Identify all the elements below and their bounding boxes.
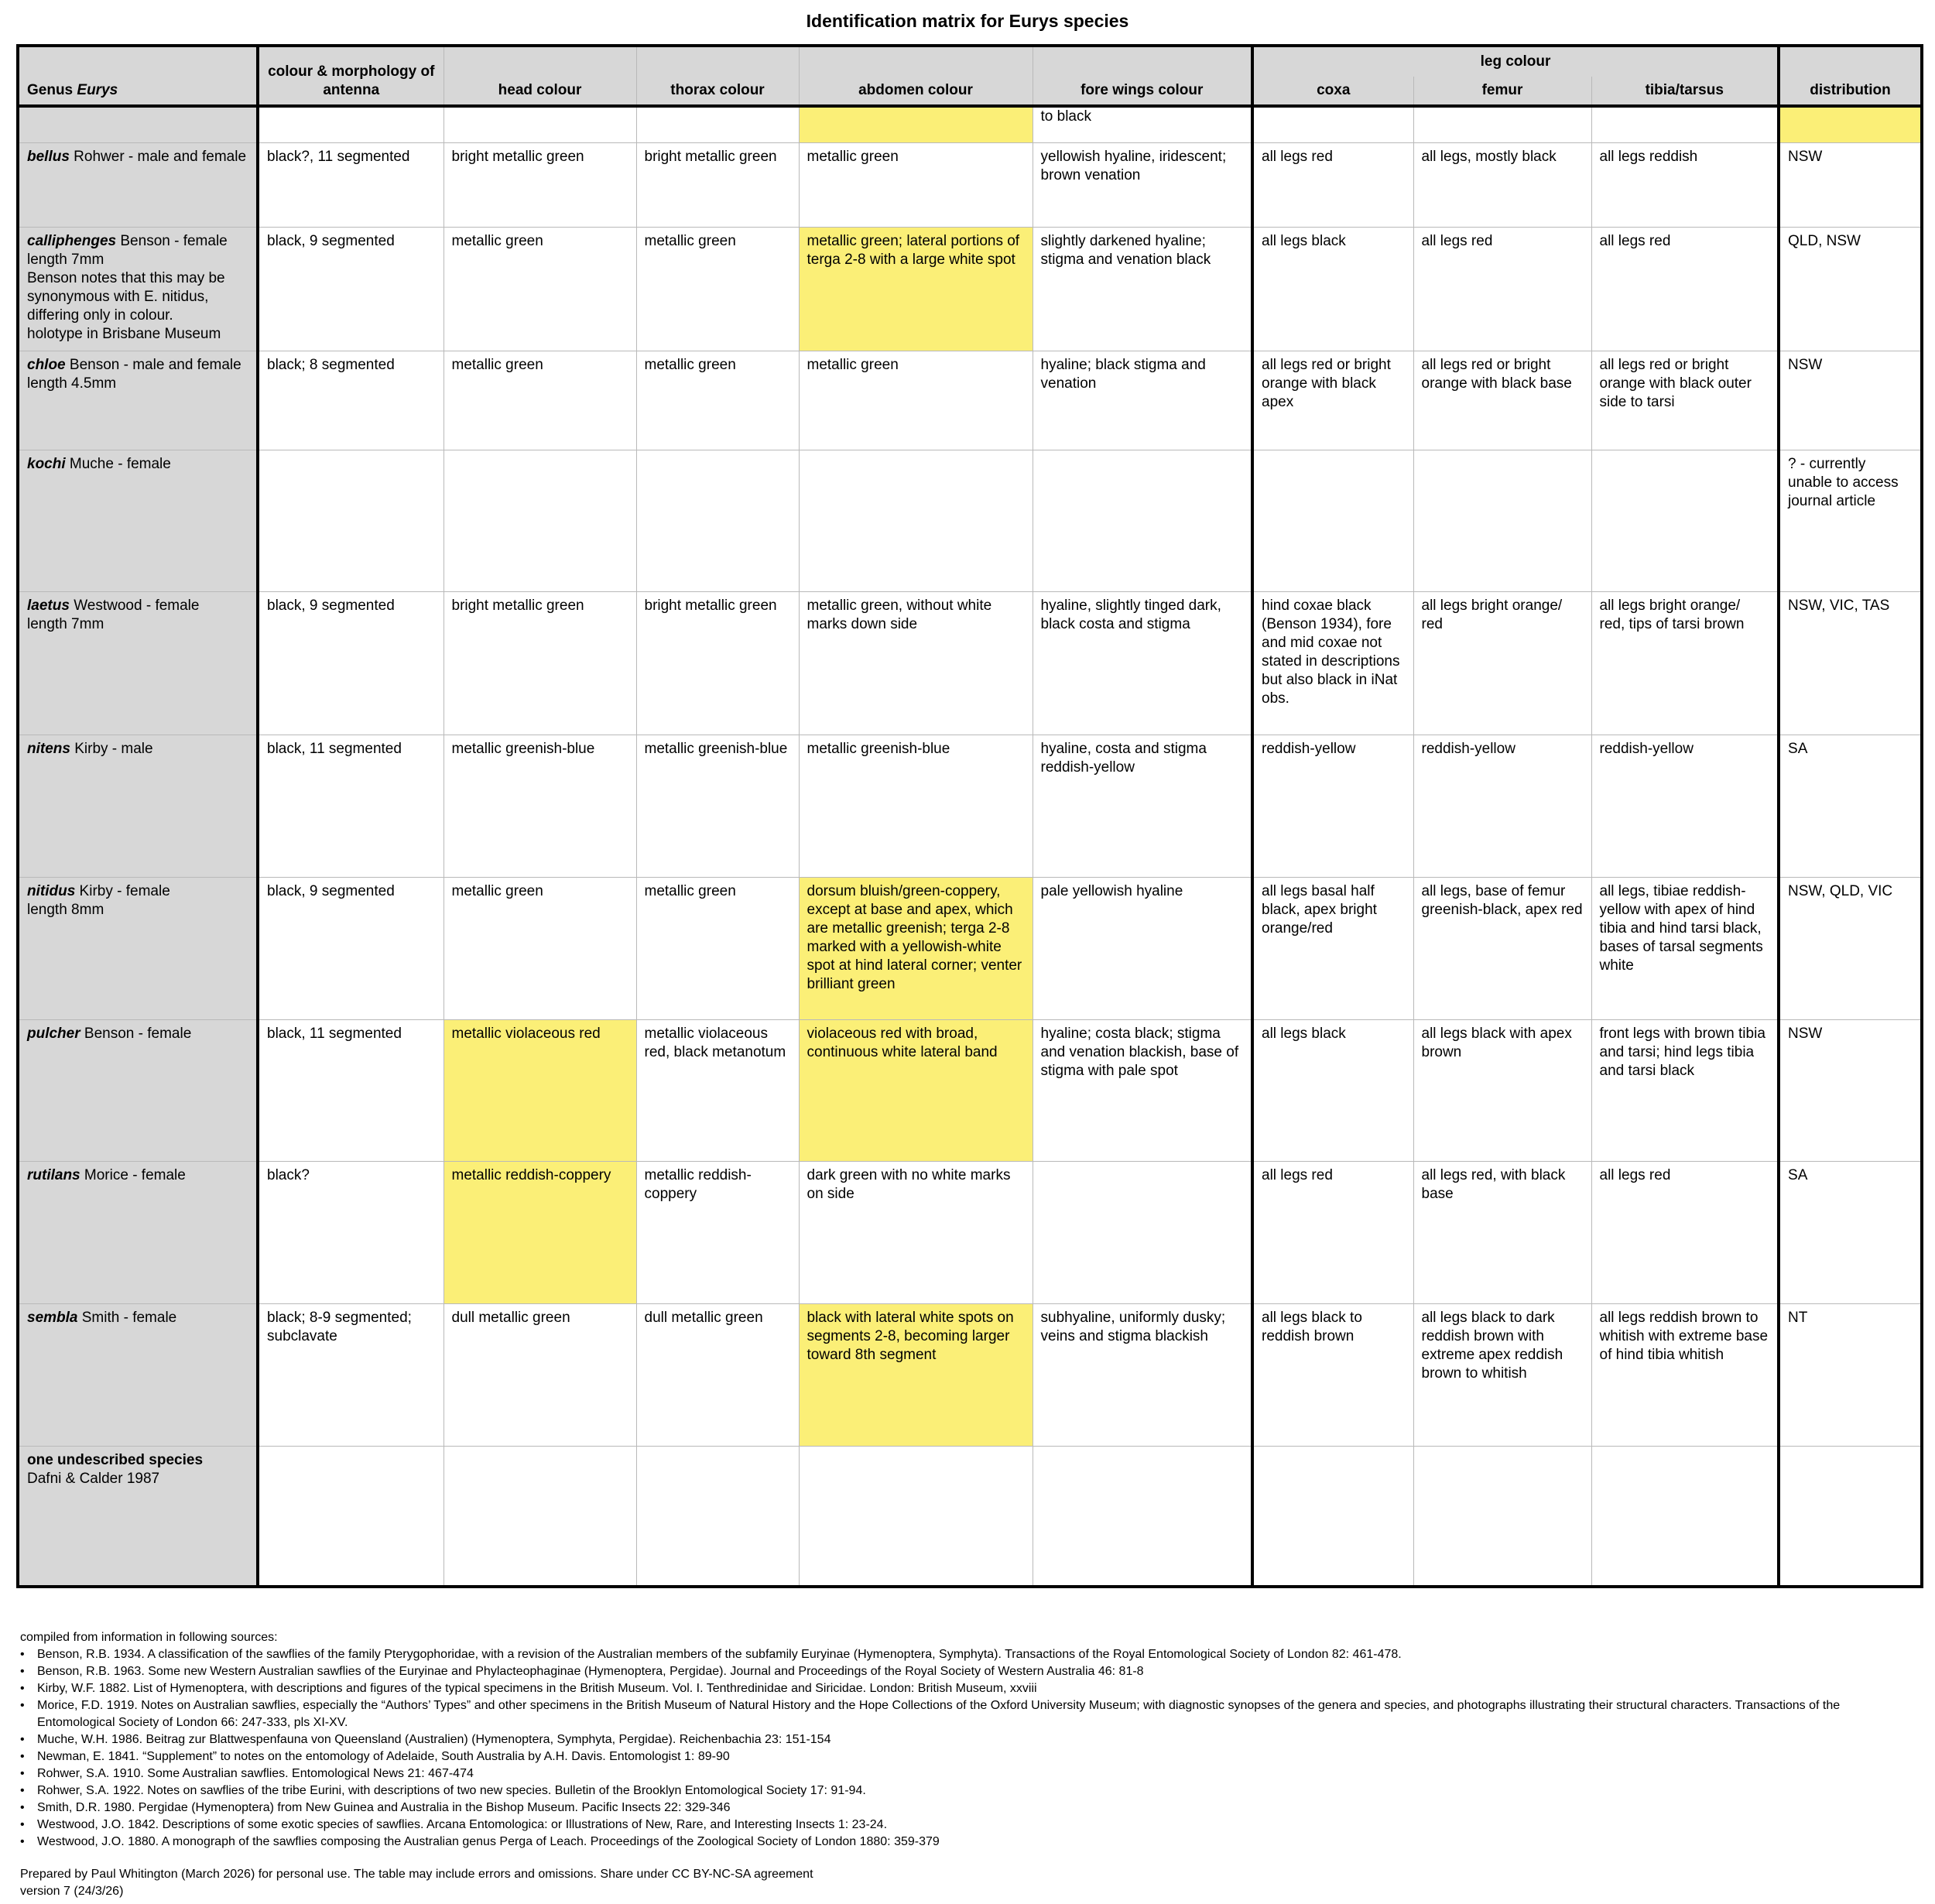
species-row <box>18 592 1922 735</box>
genus-header <box>18 46 258 106</box>
coxa-cell: all legs red <box>1252 1161 1413 1303</box>
species-row <box>18 1161 1922 1303</box>
distribution-cell: SA <box>1779 1161 1922 1303</box>
abdomen-cell: metallic green <box>799 351 1033 450</box>
femur-cell: all legs red, with black base <box>1413 1161 1591 1303</box>
antenna-cell: black, 9 segmented <box>258 592 444 735</box>
fore-wings-cell: pale yellowish hyaline <box>1033 878 1252 1019</box>
species-cell <box>18 142 258 227</box>
sources-notes <box>20 1629 1909 1900</box>
species-row <box>18 142 1922 227</box>
species-author: Benson - female <box>80 1025 192 1042</box>
version: version 7 (24/3/26) <box>20 1885 124 1898</box>
coxa-cell: all legs black to reddish brown <box>1252 1304 1413 1446</box>
coxa-cell: hind coxae black (Benson 1934), fore and mid coxae not stated in descriptions but also black in iNat obs. <box>1252 592 1413 735</box>
fore-wings-cell: subhyaline, uniformly dusky; veins and stigma blackish <box>1033 1304 1252 1446</box>
femur-cell: all legs red <box>1413 227 1591 351</box>
species-author: Kirby - female length 8mm <box>27 883 170 919</box>
coxa-header: coxa <box>1252 77 1413 106</box>
species-cell <box>18 592 258 735</box>
thorax-cell: metallic greenish-blue <box>636 735 799 877</box>
femur-cell: reddish-yellow <box>1413 735 1591 877</box>
source-item: • Benson, R.B. 1963. Some new Western Australian sawflies of the Euryinae and Phylacteophaginae (Hymenoptera, Pergidae). Journal and Proceedings of the Royal Society of Western Australia 46: 81-8 <box>20 1663 1909 1680</box>
femur-cell: all legs black to dark reddish brown with extreme apex reddish brown to whitish <box>1413 1304 1591 1446</box>
antenna-cell: black, 9 segmented <box>258 227 444 351</box>
fore-wings-cell: hyaline; costa black; stigma and venation blackish, base of stigma with pale spot <box>1033 1019 1252 1161</box>
tibia-cell: front legs with brown tibia and tarsi; hind legs tibia and tarsi black <box>1591 1019 1779 1161</box>
coxa-cell: all legs black <box>1252 1019 1413 1161</box>
fore-wings-cell: slightly darkened hyaline; stigma and venation black <box>1033 227 1252 351</box>
antenna-cell <box>258 1446 444 1587</box>
species-row <box>18 227 1922 351</box>
antenna-cell: black; 8-9 segmented; subclavate <box>258 1304 444 1446</box>
femur-cell: all legs, base of femur greenish-black, apex red <box>1413 878 1591 1019</box>
species-name: bellus <box>27 148 70 165</box>
sources-heading: compiled from information in following sources: <box>20 1631 278 1644</box>
undescribed-name: one undescribed species <box>27 1451 204 1468</box>
species-name: pulcher <box>27 1025 80 1042</box>
distribution-cell: NSW <box>1779 351 1922 450</box>
head-cell <box>444 450 636 591</box>
tibia-cell: all legs red <box>1591 1161 1779 1303</box>
head-cell: metallic greenish-blue <box>444 735 636 877</box>
thorax-cell: dull metallic green <box>636 1304 799 1446</box>
source-item: • Kirby, W.F. 1882. List of Hymenoptera, with descriptions and figures of the typical specimens in the British Museum. Vol. I. Tenthredinidae and Siricidae. London: British Museum, xxviii <box>20 1680 1909 1697</box>
prepared-by: Prepared by Paul Whitington (March 2026) for personal use. The table may include errors and omissions. Share under CC BY-NC-SA agreement <box>20 1868 813 1881</box>
tibia-cell: reddish-yellow <box>1591 735 1779 877</box>
source-item: • Rohwer, S.A. 1910. Some Australian sawflies. Entomological News 21: 467-474 <box>20 1765 1909 1782</box>
page-title: Identification matrix for Eurys species <box>806 11 1129 31</box>
tibia-cell: all legs reddish <box>1591 142 1779 227</box>
species-row <box>18 878 1922 1019</box>
species-row <box>18 351 1922 450</box>
genus-name: Eurys <box>77 82 118 98</box>
fore-wings-cell <box>1033 450 1252 591</box>
femur-cell: all legs black with apex brown <box>1413 1019 1591 1161</box>
abdomen-header: abdomen colour <box>799 46 1033 106</box>
head-cell: metallic green <box>444 878 636 1019</box>
species-author: Morice - female <box>80 1166 186 1183</box>
thorax-header: thorax colour <box>636 46 799 106</box>
source-item: • Rohwer, S.A. 1922. Notes on sawflies of the tribe Eurini, with descriptions of two new species. Bulletin of the Brooklyn Entomological Society 17: 91-94. <box>20 1782 1909 1800</box>
distribution-cell: ? - currently unable to access journal article <box>1779 450 1922 591</box>
antenna-cell: black; 8 segmented <box>258 351 444 450</box>
antenna-cell <box>258 450 444 591</box>
species-author: Smith - female <box>77 1310 177 1327</box>
head-cell: metallic reddish-coppery <box>444 1161 636 1303</box>
coxa-cell <box>1252 1446 1413 1587</box>
fore-wings-header: fore wings colour <box>1033 46 1252 106</box>
tibia-header: tibia/tarsus <box>1591 77 1779 106</box>
species-cell <box>18 1304 258 1446</box>
head-cell: metallic green <box>444 351 636 450</box>
tibia-cell <box>1591 450 1779 591</box>
identification-matrix <box>16 44 1923 1588</box>
head-cell: metallic violaceous red <box>444 1019 636 1161</box>
tibia-cell: all legs, tibiae reddish-yellow with apex of hind tibia and hind tarsi black, bases of tarsal segments white <box>1591 878 1779 1019</box>
antenna-cell: black, 11 segmented <box>258 735 444 877</box>
species-cell <box>18 227 258 351</box>
femur-cell <box>1413 1446 1591 1587</box>
species-cell <box>18 450 258 591</box>
species-name: sembla <box>27 1310 78 1327</box>
head-cell: bright metallic green <box>444 592 636 735</box>
abdomen-cell: violaceous red with broad, continuous white lateral band <box>799 1019 1033 1161</box>
species-cell <box>18 351 258 450</box>
coxa-cell: all legs basal half black, apex bright orange/red <box>1252 878 1413 1019</box>
tibia-cell: all legs reddish brown to whitish with extreme base of hind tibia whitish <box>1591 1304 1779 1446</box>
source-item: • Benson, R.B. 1934. A classification of the sawflies of the family Pterygophoridae, with a revision of the Australian members of the subfamily Euryinae (Hymenoptera, Symphyta). Transactions of the Royal Entomological Society of London 82: 461-478. <box>20 1646 1909 1663</box>
sources-list <box>20 1646 1909 1851</box>
thorax-cell: bright metallic green <box>636 142 799 227</box>
distribution-cell <box>1779 1446 1922 1587</box>
thorax-cell: metallic green <box>636 227 799 351</box>
species-cell <box>18 1446 258 1587</box>
species-author: Benson - male and female length 4.5mm <box>27 357 241 392</box>
coxa-cell: all legs black <box>1252 227 1413 351</box>
fore-wings-cell: to black <box>1033 106 1252 142</box>
distribution-cell: NSW, VIC, TAS <box>1779 592 1922 735</box>
thorax-cell: metallic reddish-coppery <box>636 1161 799 1303</box>
head-cell: dull metallic green <box>444 1304 636 1446</box>
distribution-header: distribution <box>1779 46 1922 106</box>
head-cell <box>444 1446 636 1587</box>
species-row <box>18 1019 1922 1161</box>
antenna-cell: black, 9 segmented <box>258 878 444 1019</box>
leg-colour-header: leg colour <box>1252 46 1779 77</box>
species-cell <box>18 878 258 1019</box>
species-author: Kirby - male <box>70 740 153 757</box>
distribution-cell: NSW <box>1779 142 1922 227</box>
species-name: calliphenges <box>27 232 117 249</box>
femur-header: femur <box>1413 77 1591 106</box>
thorax-cell <box>636 1446 799 1587</box>
abdomen-cell: dark green with no white marks on side <box>799 1161 1033 1303</box>
matrix-body <box>18 106 1922 1587</box>
thorax-cell: metallic violaceous red, black metanotum <box>636 1019 799 1161</box>
species-name: kochi <box>27 455 66 472</box>
head-cell: bright metallic green <box>444 142 636 227</box>
coxa-cell: all legs red or bright orange with black apex <box>1252 351 1413 450</box>
partial-row <box>18 106 1922 142</box>
femur-cell <box>1413 450 1591 591</box>
tibia-cell <box>1591 1446 1779 1587</box>
antenna-cell: black?, 11 segmented <box>258 142 444 227</box>
species-name: rutilans <box>27 1166 80 1183</box>
abdomen-cell: black with lateral white spots on segments 2-8, becoming larger toward 8th segment <box>799 1304 1033 1446</box>
abdomen-cell: metallic greenish-blue <box>799 735 1033 877</box>
coxa-cell <box>1252 450 1413 591</box>
abdomen-cell: dorsum bluish/green-coppery, except at base and apex, which are metallic greenish; terga 2-8 marked with a yellowish-white spot at hind lateral corner; venter brilliant green <box>799 878 1033 1019</box>
species-name: nitidus <box>27 883 76 900</box>
abdomen-cell: metallic green <box>799 142 1033 227</box>
femur-cell: all legs bright orange/ red <box>1413 592 1591 735</box>
tibia-cell: all legs bright orange/ red, tips of tarsi brown <box>1591 592 1779 735</box>
abdomen-cell <box>799 1446 1033 1587</box>
femur-cell: all legs red or bright orange with black base <box>1413 351 1591 450</box>
species-cell <box>18 735 258 877</box>
head-header: head colour <box>444 46 636 106</box>
source-item: • Smith, D.R. 1980. Pergidae (Hymenoptera) from New Guinea and Australia in the Bishop Museum. Pacific Insects 22: 329-346 <box>20 1800 1909 1817</box>
fore-wings-cell: hyaline, costa and stigma reddish-yellow <box>1033 735 1252 877</box>
species-author: Muche - female <box>65 455 171 472</box>
abdomen-cell: metallic green, without white marks down side <box>799 592 1033 735</box>
distribution-cell: NT <box>1779 1304 1922 1446</box>
distribution-cell: NSW <box>1779 1019 1922 1161</box>
fore-wings-cell <box>1033 1446 1252 1587</box>
species-cell <box>18 106 258 142</box>
species-row <box>18 450 1922 591</box>
source-item: • Newman, E. 1841. “Supplement” to notes on the entomology of Adelaide, South Australia by A.H. Davis. Entomologist 1: 89-90 <box>20 1748 1909 1765</box>
species-name: chloe <box>27 357 66 374</box>
distribution-cell: NSW, QLD, VIC <box>1779 878 1922 1019</box>
distribution-cell: QLD, NSW <box>1779 227 1922 351</box>
source-item: • Muche, W.H. 1986. Beitrag zur Blattwespenfauna von Queensland (Australien) (Hymenoptera, Symphyta, Pergidae). Reichenbachia 23: 151-154 <box>20 1731 1909 1748</box>
femur-cell: all legs, mostly black <box>1413 142 1591 227</box>
distribution-cell: SA <box>1779 735 1922 877</box>
species-author: Benson - female length 7mm Benson notes that this may be synonymous with E. nitidus, differing only in colour. holotype in Brisbane Museum <box>27 232 228 342</box>
species-author: Westwood - female length 7mm <box>27 598 200 633</box>
species-cell <box>18 1019 258 1161</box>
fore-wings-cell: hyaline; black stigma and venation <box>1033 351 1252 450</box>
coxa-cell: all legs red <box>1252 142 1413 227</box>
thorax-cell: metallic green <box>636 878 799 1019</box>
source-item: • Westwood, J.O. 1880. A monograph of the sawflies composing the Australian genus Perga of Leach. Proceedings of the Zoological Society of London 1880: 359-379 <box>20 1834 1909 1851</box>
thorax-cell <box>636 450 799 591</box>
antenna-cell: black? <box>258 1161 444 1303</box>
abdomen-cell: metallic green; lateral portions of terga 2-8 with a large white spot <box>799 227 1033 351</box>
species-row <box>18 735 1922 877</box>
tibia-cell: all legs red <box>1591 227 1779 351</box>
species-author: Rohwer - male and female <box>69 148 247 165</box>
species-name: laetus <box>27 598 70 615</box>
species-name: nitens <box>27 740 70 757</box>
fore-wings-cell: yellowish hyaline, iridescent; brown venation <box>1033 142 1252 227</box>
undescribed-row <box>18 1446 1922 1587</box>
coxa-cell: reddish-yellow <box>1252 735 1413 877</box>
antenna-header: colour & morphology of antenna <box>258 46 444 106</box>
source-item: • Morice, F.D. 1919. Notes on Australian sawflies, especially the “Authors’ Types” and other specimens in the British Museum of Natural History and the Hope Collections of the Oxford University Museum; with diagnostic synopses of the genera and species, and photographs illustrating their structural characters. Transactions of the Entomological Society of London 66: 247-333, pls XI-XV. <box>20 1697 1909 1731</box>
tibia-cell: all legs red or bright orange with black outer side to tarsi <box>1591 351 1779 450</box>
genus-prefix: Genus <box>27 82 77 98</box>
undescribed-author: Dafni & Calder 1987 <box>27 1470 160 1487</box>
abdomen-cell <box>799 450 1033 591</box>
antenna-cell: black, 11 segmented <box>258 1019 444 1161</box>
head-cell: metallic green <box>444 227 636 351</box>
thorax-cell: metallic green <box>636 351 799 450</box>
thorax-cell: bright metallic green <box>636 592 799 735</box>
source-item: • Westwood, J.O. 1842. Descriptions of some exotic species of sawflies. Arcana Entomologica: or Illustrations of New, Rare, and Interesting Insects 1: 23-24. <box>20 1817 1909 1834</box>
species-cell <box>18 1161 258 1303</box>
fore-wings-cell: hyaline, slightly tinged dark, black costa and stigma <box>1033 592 1252 735</box>
fore-wings-cell <box>1033 1161 1252 1303</box>
species-row <box>18 1304 1922 1446</box>
